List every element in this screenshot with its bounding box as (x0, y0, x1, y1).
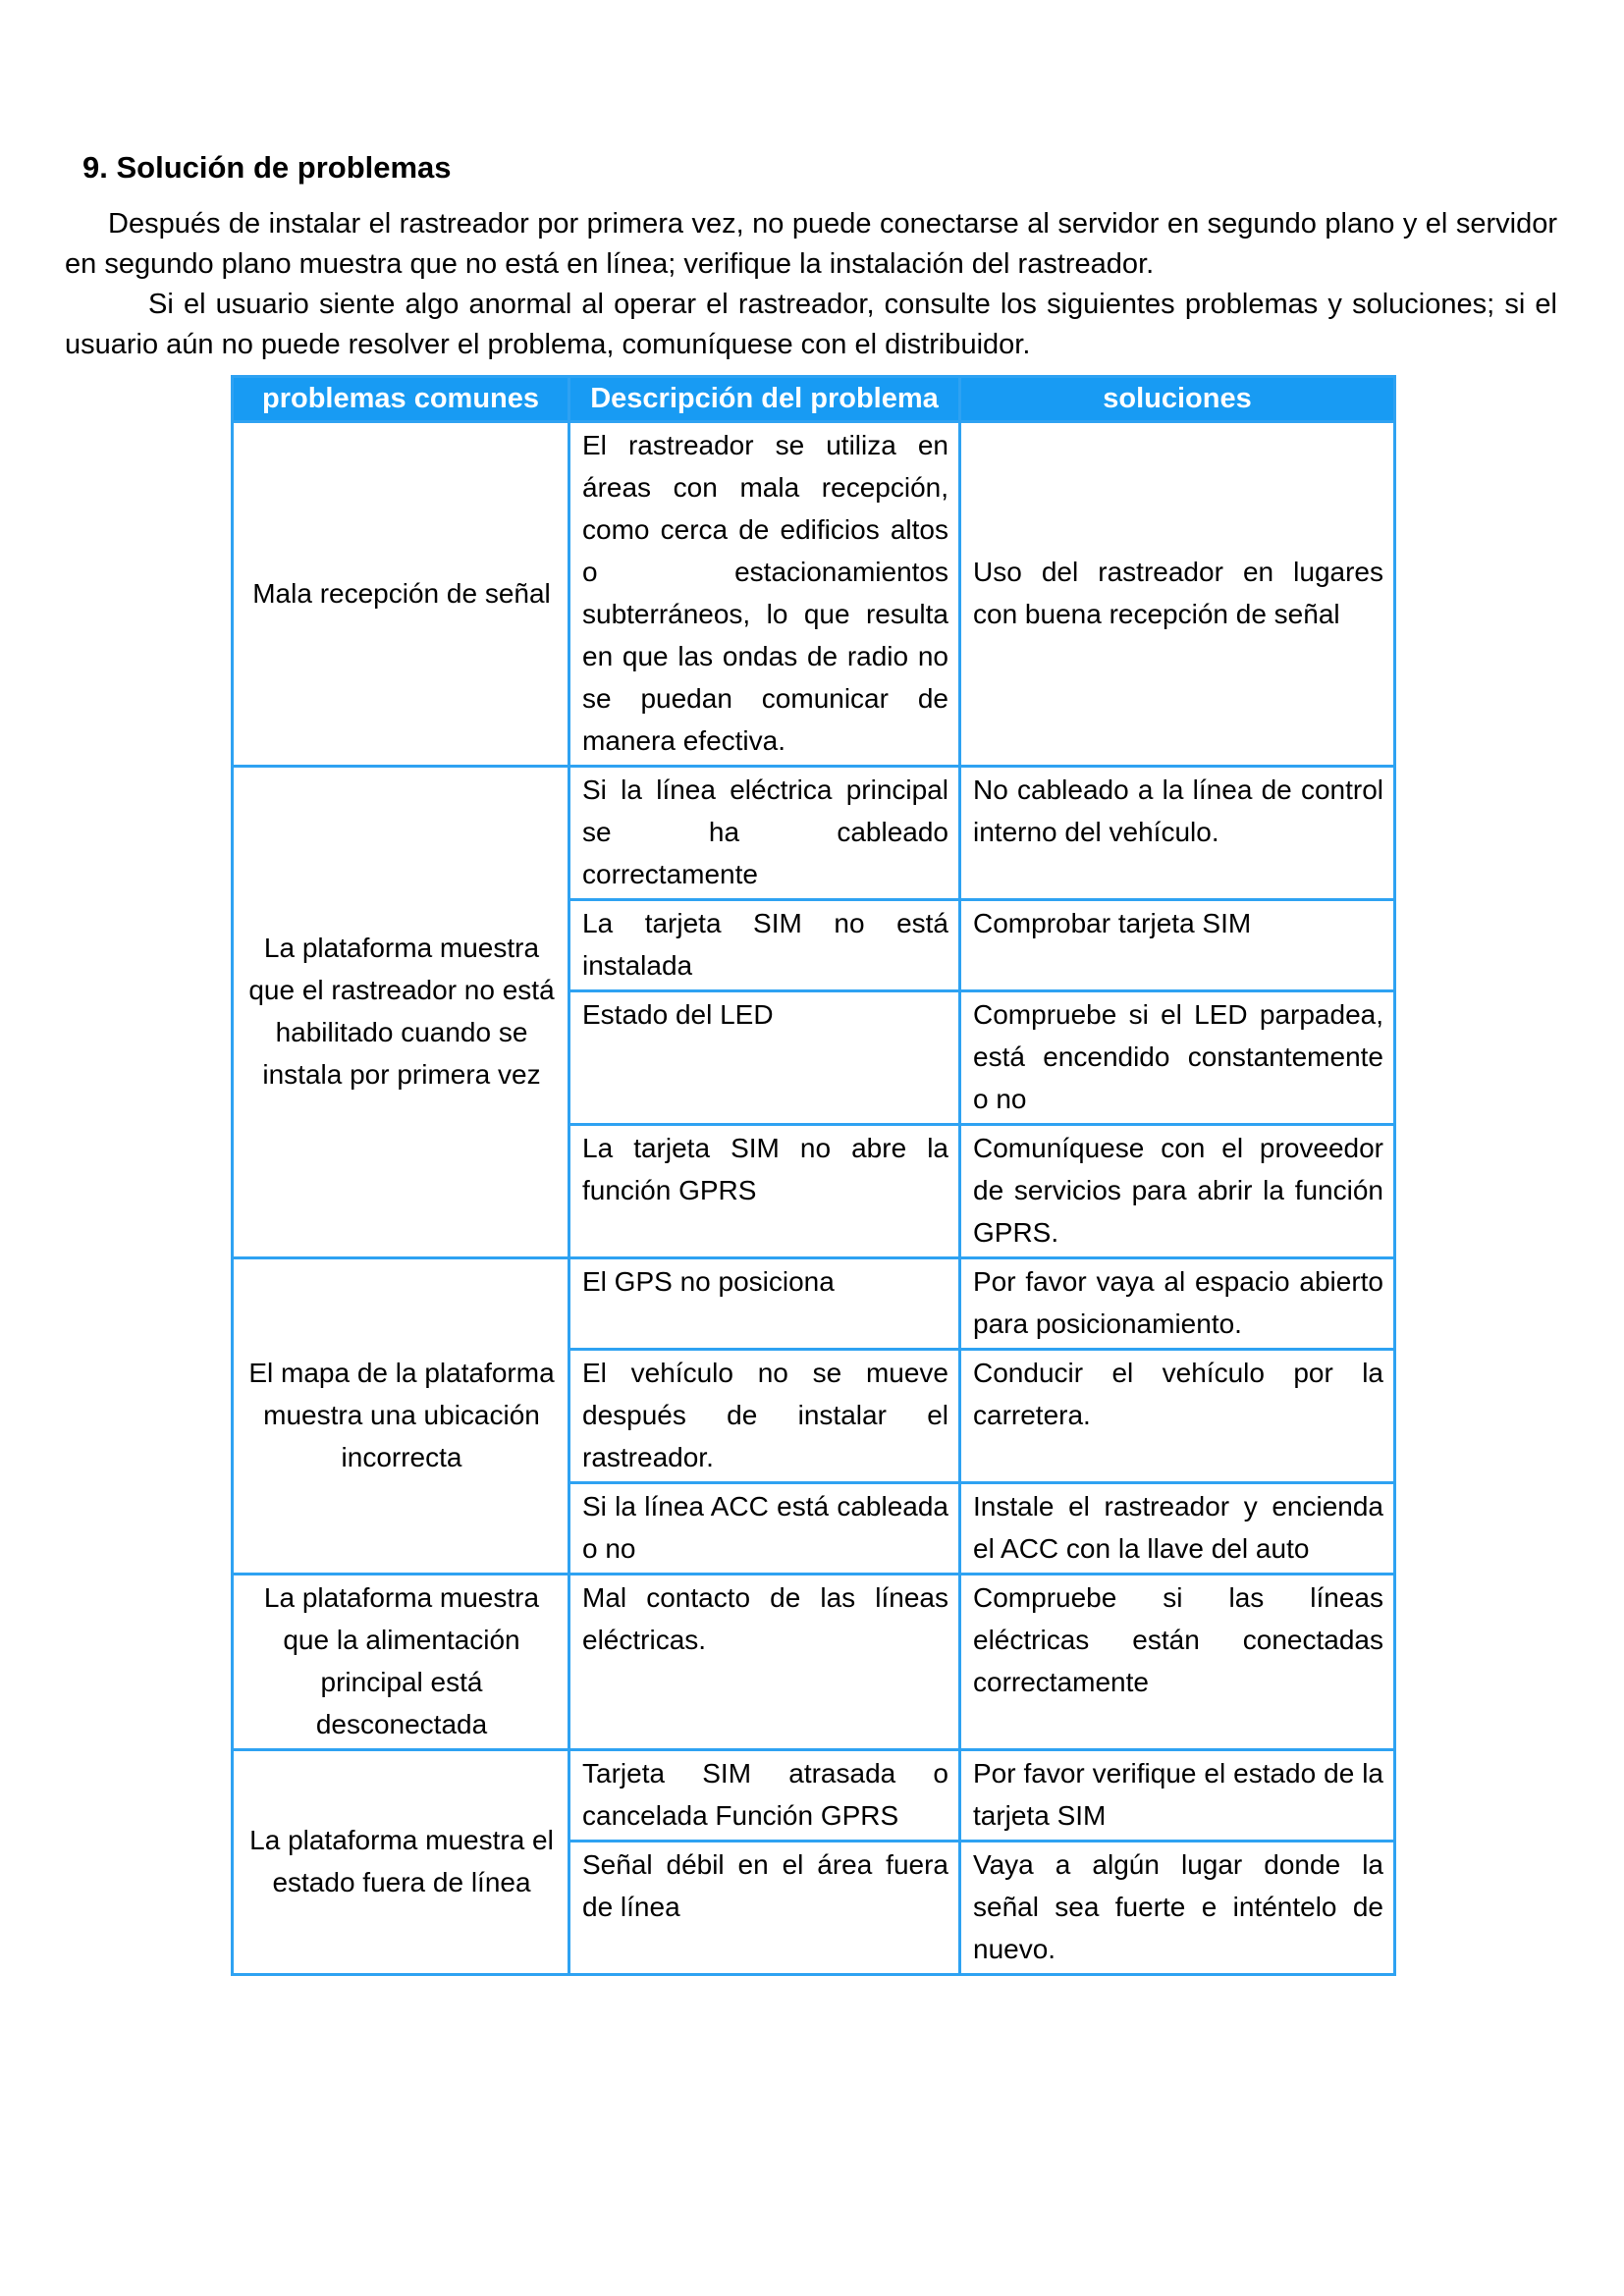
description-cell: Señal débil en el área fuera de línea (569, 1842, 960, 1975)
problem-cell: La plataforma muestra el estado fuera de línea (233, 1750, 569, 1975)
description-cell: El vehículo no se mueve después de instalar el rastreador. (569, 1350, 960, 1483)
solution-cell: Por favor vaya al espacio abierto para posicionamiento. (960, 1258, 1395, 1350)
table-row (233, 422, 1395, 767)
solution-cell: Compruebe si el LED parpadea, está encendido constantemente o no (960, 991, 1395, 1125)
column-header-description: Descripción del problema (569, 377, 960, 422)
solution-cell: Compruebe si las líneas eléctricas están conectadas correctamente (960, 1575, 1395, 1750)
description-cell: El rastreador se utiliza en áreas con mala recepción, como cerca de edificios altos o estacionamientos subterráneos, lo que resulta en que las ondas de radio no se puedan comunicar de manera efectiva. (569, 422, 960, 767)
solution-cell: Comuníquese con el proveedor de servicios para abrir la función GPRS. (960, 1125, 1395, 1258)
solution-cell: Comprobar tarjeta SIM (960, 900, 1395, 991)
column-header-problems: problemas comunes (233, 377, 569, 422)
troubleshooting-table (231, 375, 1396, 1976)
solution-cell: No cableado a la línea de control interno del vehículo. (960, 767, 1395, 900)
description-cell: Si la línea ACC está cableada o no (569, 1483, 960, 1575)
solution-cell: Uso del rastreador en lugares con buena recepción de señal (960, 422, 1395, 767)
description-cell: Si la línea eléctrica principal se ha cableado correctamente (569, 767, 960, 900)
column-header-solutions: soluciones (960, 377, 1395, 422)
section-heading: 9. Solución de problemas (82, 150, 452, 185)
solution-cell: Vaya a algún lugar donde la señal sea fuerte e inténtelo de nuevo. (960, 1842, 1395, 1975)
description-cell: Estado del LED (569, 991, 960, 1125)
solution-cell: Por favor verifique el estado de la tarjeta SIM (960, 1750, 1395, 1842)
description-cell: La tarjeta SIM no está instalada (569, 900, 960, 991)
problem-cell: La plataforma muestra que la alimentación principal está desconectada (233, 1575, 569, 1750)
intro-paragraph-1: Después de instalar el rastreador por primera vez, no puede conectarse al servidor en segundo plano y el servidor en segundo plano muestra que no está en línea; verifique la instalación del rastreador. (65, 208, 1557, 280)
problem-cell: La plataforma muestra que el rastreador no está habilitado cuando se instala por primera vez (233, 767, 569, 1258)
table-row (233, 767, 1395, 900)
description-cell: Mal contacto de las líneas eléctricas. (569, 1575, 960, 1750)
description-cell: La tarjeta SIM no abre la función GPRS (569, 1125, 960, 1258)
table-header-row (233, 377, 1395, 422)
solution-cell: Instale el rastreador y encienda el ACC con la llave del auto (960, 1483, 1395, 1575)
intro-paragraph-2: Si el usuario siente algo anormal al operar el rastreador, consulte los siguientes problemas y soluciones; si el usuario aún no puede resolver el problema, comuníquese con el distribuidor. (65, 289, 1557, 360)
table-row (233, 1258, 1395, 1350)
solution-cell: Conducir el vehículo por la carretera. (960, 1350, 1395, 1483)
problem-cell: Mala recepción de señal (233, 422, 569, 767)
table-row (233, 1750, 1395, 1842)
problem-cell: El mapa de la plataforma muestra una ubicación incorrecta (233, 1258, 569, 1575)
table-row (233, 1575, 1395, 1750)
description-cell: El GPS no posiciona (569, 1258, 960, 1350)
description-cell: Tarjeta SIM atrasada o cancelada Función GPRS (569, 1750, 960, 1842)
